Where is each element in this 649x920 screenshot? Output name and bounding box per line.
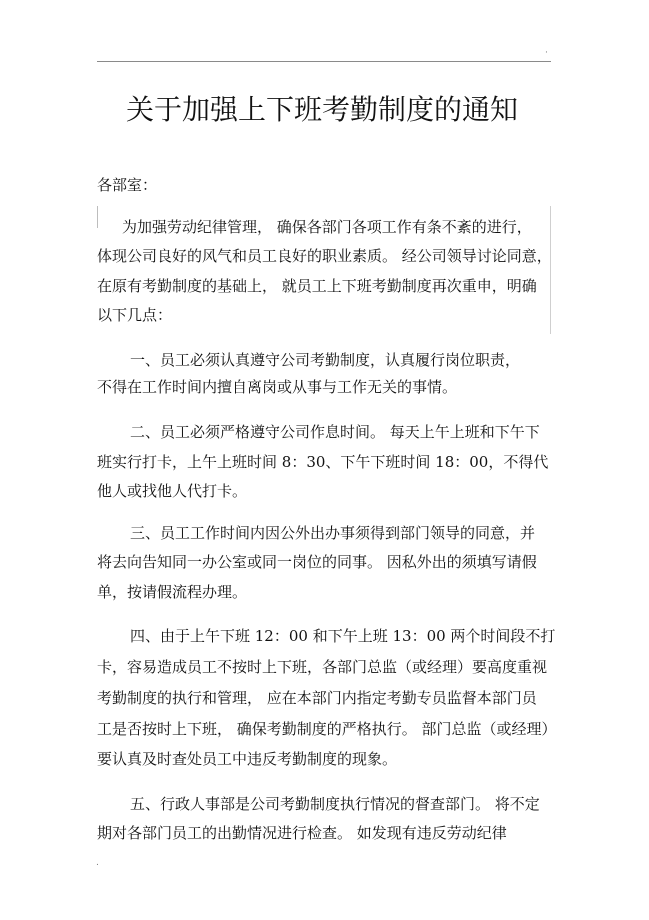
item-4-line: 四、由于上午下班 12：00 和下午上班 13：00 两个时间段不打 bbox=[130, 627, 556, 645]
document-title: 关于加强上下班考勤制度的通知 bbox=[126, 93, 519, 126]
intro-line: 以下几点： bbox=[97, 306, 173, 324]
salutation: 各部室： bbox=[97, 176, 158, 194]
intro-line: 为加强劳动纪律管理， 确保各部门各项工作有条不紊的进行， bbox=[122, 218, 532, 236]
intro-right-border bbox=[550, 206, 551, 334]
header-mark: · bbox=[545, 48, 548, 58]
item-3-line: 将去向告知同一办公室或同一岗位的同事。 因私外出的须填写请假 bbox=[97, 553, 537, 571]
item-5-line: 期对各部门员工的出勤情况进行检查。 如发现有违反劳动纪律 bbox=[97, 824, 507, 842]
item-5-line: 五、行政人事部是公司考勤制度执行情况的督查部门。 将不定 bbox=[130, 795, 540, 813]
item-4-line: 工是否按时上下班， 确保考勤制度的严格执行。 部门总监（或经理） bbox=[97, 720, 557, 738]
header-rule bbox=[97, 61, 551, 62]
item-1-line: 不得在工作时间内擅自离岗或从事与工作无关的事情。 bbox=[97, 378, 458, 396]
item-2-line: 班实行打卡，上午上班时间 8：30、下午下班时间 18：00，不得代 bbox=[97, 453, 549, 471]
item-2-line: 二、员工必须严格遵守公司作息时间。 每天上午上班和下午下 bbox=[130, 423, 540, 441]
item-4-line: 考勤制度的执行和管理， 应在本部门内指定考勤专员监督本部门员 bbox=[97, 689, 537, 707]
intro-line: 体现公司良好的风气和员工良好的职业素质。 经公司领导讨论同意， bbox=[97, 247, 552, 265]
item-3-line: 三、员工工作时间内因公外出办事须得到部门领导的同意，并 bbox=[130, 524, 536, 542]
item-4-line: 要认真及时查处员工中违反考勤制度的现象。 bbox=[97, 750, 398, 768]
footer-mark: . bbox=[96, 858, 99, 868]
item-1-line: 一、员工必须认真遵守公司考勤制度，认真履行岗位职责， bbox=[130, 351, 521, 369]
item-2-line: 他人或找他人代打卡。 bbox=[97, 482, 248, 500]
item-3-line: 单，按请假流程办理。 bbox=[97, 583, 248, 601]
item-4-line: 卡，容易造成员工不按时上下班，各部门总监（或经理）要高度重视 bbox=[97, 658, 548, 676]
intro-line: 在原有考勤制度的基础上， 就员工上下班考勤制度再次重申，明确 bbox=[97, 277, 537, 295]
intro-left-border bbox=[97, 206, 98, 228]
